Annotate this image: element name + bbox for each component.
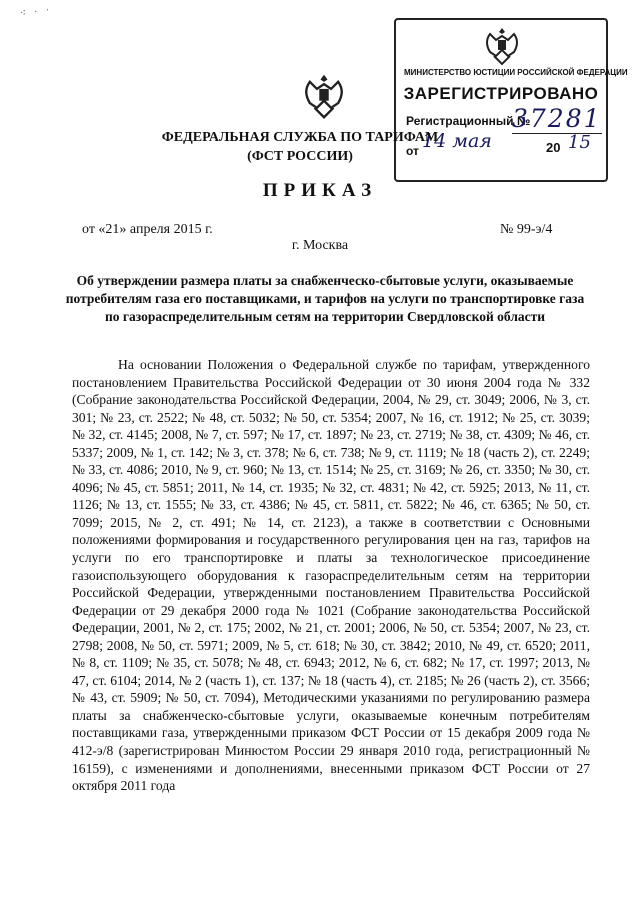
order-subject: Об утверждении размера платы за снабженческо-сбытовые услуги, оказываемые потребителям газа его поставщиками, и тарифов на услуги по транспортировке газа по газораспределительным сетям на территории Свердловской области <box>65 273 585 324</box>
agency-name <box>150 128 450 166</box>
order-date: от «21» апреля 2015 г. <box>82 222 213 237</box>
stamp-year-printed: 20 <box>546 140 561 155</box>
stamp-ministry: МИНИСТЕРСТВО ЮСТИЦИИ РОССИЙСКОЙ ФЕДЕРАЦИИ <box>404 68 628 77</box>
agency-line2: (ФСТ РОССИИ) <box>247 149 353 164</box>
agency-line1: ФЕДЕРАЛЬНАЯ СЛУЖБА ПО ТАРИФАМ <box>161 130 439 145</box>
body-paragraph: На основании Положения о Федеральной службе по тарифам, утвержденного постановлением Правительства Российской Федерации от 30 июня 2004 года № 332 (Собрание законодательства Российской Федерации, 2004, № 29, ст. 3049; 2006, № 3, ст. 301; № 23, ст. 2522; № 48, ст. 5032; № 50, ст. 5354; 2007, № 16, ст. 1912; № 25, ст. 3039; № 32, ст. 4145; 2008, № 7, ст. 597; № 17, ст. 1897; № 23, ст. 2719; № 38, ст. 4309; № 46, ст. 5337; 2009, № 1, ст. 142; № 3, ст. 378; № 6, ст. 738; № 9, ст. 1119; № 18 (часть 2), ст. 2249; № 33, ст. 4086; 2010, № 9, ст. 960; № 13, ст. 1514; № 25, ст. 3169; № 26, ст. 3350; № 30, ст. 4096; № 45, ст. 5851; 2011, № 14, ст. 1935; № 32, ст. 4831; № 42, ст. 5925; 2013, № 11, ст. 1126; № 13, ст. 1555; № 33, ст. 4386; № 45, ст. 5811, ст. 5822; № 46, ст. 6365; № 50, ст. 7099; 2015, № 2, ст. 491; № 14, ст. 2123), а также в соответствии с Основными положениями формирования и государственного регулирования цен на газ, тарифов на услуги по его транспортировке и платы за технологическое присоединение газоиспользующего оборудования к газораспределительным сетям на территории Российской Федерации, утвержденными постановлением Правительства Российской Федерации от 29 декабря 2000 года № 1021 (Собрание законодательства Российской Федерации, 2001, № 2, ст. 175; 2002, № 21, ст. 2001; 2006, № 50, ст. 5354; 2007, № 23, ст. 2798; 2008, № 50, ст. 5971; 2009, № 5, ст. 618; № 30, ст. 3842; 2010, № 49, ст. 6520; 2011, № 8, ст. 1109; № 35, ст. 5078; № 48, ст. 6943; 2012, № 6, ст. 682; № 17, ст. 1997; 2013, № 47, ст. 6104; 2014, № 2 (часть 1), ст. 137; № 18 (часть 4), ст. 2185; № 26 (часть 2), ст. 3566; № 43, ст. 5909; № 50, ст. 7094), Методическими указаниями по регулированию размера платы за снабженческо-сбытовые услуги, оказываемые конечным потребителям поставщиками газа, утвержденными приказом ФСТ России от 15 декабря 2009 года № 412-э/8 (зарегистрирован Минюстом России 29 января 2010 года, регистрационный № 16159), с изменениями и дополнениями, внесенными приказом ФСТ России от 27 октября 2011 года <box>72 357 590 794</box>
stamp-date-handwritten: 14 мая <box>422 130 492 152</box>
scan-marks: ⁖ ˑ ˈ <box>20 8 52 19</box>
stamp-from-label: от <box>406 144 419 158</box>
coat-of-arms-icon <box>482 24 522 68</box>
agency-coat-of-arms-icon <box>300 70 348 122</box>
stamp-year-handwritten: 15 <box>568 132 591 153</box>
order-title: ПРИКАЗ <box>262 180 378 201</box>
order-number: № 99-э/4 <box>500 222 553 237</box>
order-city: г. Москва <box>291 238 349 253</box>
stamp-reg-label: Регистрационный № <box>406 114 531 128</box>
stamp-registered: ЗАРЕГИСТРИРОВАНО <box>403 84 599 103</box>
stamp-reg-number: 37281 <box>512 104 602 133</box>
